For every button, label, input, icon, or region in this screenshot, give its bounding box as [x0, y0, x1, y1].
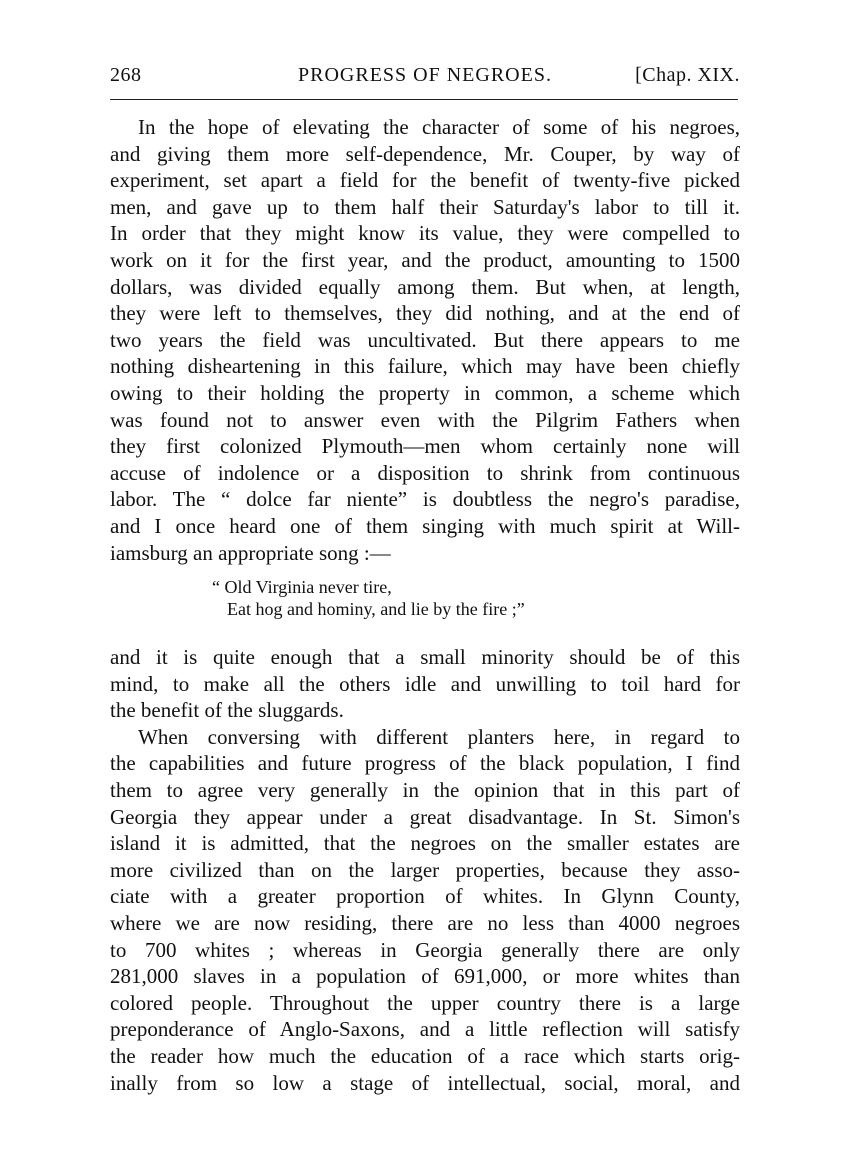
paragraph-1: [110, 114, 740, 566]
text-line: and it is quite enough that a small minority should be of this: [110, 645, 740, 669]
text-line: dollars, was divided equally among them. But when, at length,: [110, 274, 740, 299]
running-title: PROGRESS OF NEGROES.: [298, 64, 552, 86]
text-line: the benefit of the sluggards.: [110, 698, 344, 723]
text-line: ciate with a greater proportion of whites. In Glynn County,: [110, 884, 740, 909]
text-line: Georgia they appear under a great disadvantage. In St. Simon's: [110, 804, 740, 829]
text-line: 281,000 slaves in a population of 691,000, or more whites than: [110, 964, 740, 989]
text-line: and I once heard one of them singing with much spirit at Will-: [110, 513, 740, 538]
text-line: In order that they might know its value, they were compelled to: [110, 221, 740, 246]
text-line: two years the field was uncultivated. But there appears to me: [110, 327, 740, 352]
text-line: they were left to themselves, they did nothing, and at the end of: [110, 301, 740, 326]
chapter-label: [Chap. XIX.: [635, 64, 740, 86]
text-line: to 700 whites ; whereas in Georgia generally there are only: [110, 937, 740, 962]
text-line: inally from so low a stage of intellectual, social, moral, and: [110, 1070, 740, 1095]
text-line: was found not to answer even with the Pilgrim Fathers when: [110, 407, 740, 432]
text-line: island it is admitted, that the negroes on the smaller estates are: [110, 831, 740, 856]
text-line: In the hope of elevating the character of some of his negroes,: [138, 115, 740, 139]
text-line: nothing disheartening in this failure, which may have been chiefly: [110, 354, 740, 379]
text-line: where we are now residing, there are no less than 4000 negroes: [110, 910, 740, 935]
text-line: experiment, set apart a field for the benefit of twenty-five picked: [110, 168, 740, 193]
verse-quote: [212, 576, 652, 620]
text-line: more civilized than on the larger properties, because they asso-: [110, 857, 740, 882]
text-line: colored people. Throughout the upper country there is a large: [110, 990, 740, 1015]
text-line: iamsburg an appropriate song :—: [110, 540, 391, 565]
paragraph-2-3: [110, 644, 740, 1096]
text-line: men, and gave up to them half their Saturday's labor to till it.: [110, 194, 740, 219]
verse-line: “ Old Virginia never tire,: [212, 577, 392, 597]
running-header: [110, 62, 740, 88]
text-line: the reader how much the education of a race which starts orig-: [110, 1043, 740, 1068]
text-line: accuse of indolence or a disposition to shrink from continuous: [110, 460, 740, 485]
text-line: they first colonized Plymouth—men whom certainly none will: [110, 434, 740, 459]
text-line: preponderance of Anglo-Saxons, and a little reflection will satisfy: [110, 1017, 740, 1042]
text-line: them to agree very generally in the opinion that in this part of: [110, 777, 740, 802]
text-line: When conversing with different planters here, in regard to: [138, 724, 740, 749]
header-rule: [110, 99, 738, 100]
text-line: labor. The “ dolce far niente” is doubtless the negro's paradise,: [110, 487, 740, 512]
page-number: 268: [110, 64, 142, 86]
text-line: mind, to make all the others idle and unwilling to toil hard for: [110, 671, 740, 696]
text-line: owing to their holding the property in common, a scheme which: [110, 380, 740, 405]
text-line: work on it for the first year, and the product, amounting to 1500: [110, 247, 740, 272]
text-line: and giving them more self-dependence, Mr. Couper, by way of: [110, 141, 740, 166]
text-line: the capabilities and future progress of the black population, I find: [110, 751, 740, 776]
verse-line: Eat hog and hominy, and lie by the fire ;”: [227, 599, 525, 619]
